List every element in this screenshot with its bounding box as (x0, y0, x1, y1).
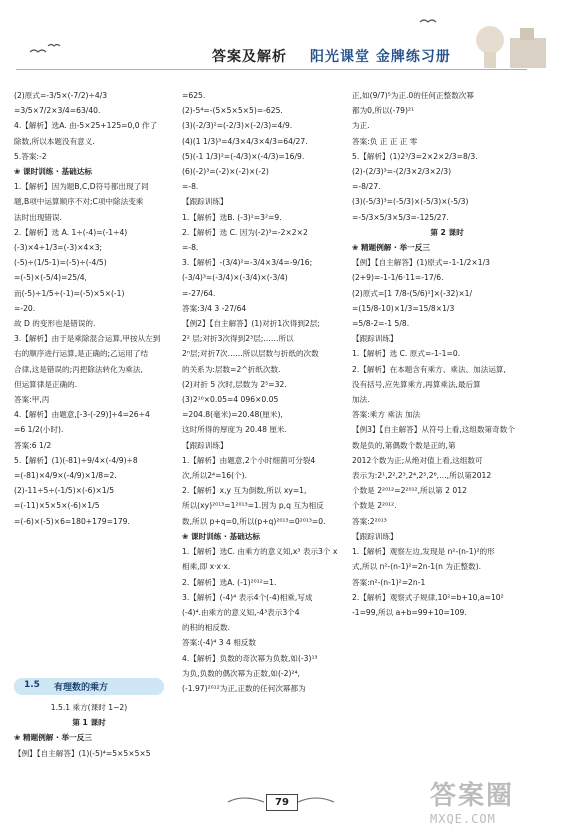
text-line: 3.【解析】由于是乘除混合运算,甲按从左到 (14, 334, 161, 344)
section-heading: ❀ 课时训练 · 基础达标 (14, 167, 92, 177)
text-line: 【跟踪训练】 (182, 440, 228, 450)
bird-icon (48, 45, 60, 47)
text-line: 加法. (352, 395, 370, 405)
text-line: 2012个数为正;从绝对值上看,这组数可 (352, 455, 483, 465)
text-line: 的积的相反数. (182, 623, 230, 633)
text-line: =5/8-2=-1 5/8. (352, 319, 410, 329)
text-line: 3.【解析】(-4)⁴ 表示4个(-4)相乘,写成 (182, 592, 313, 602)
text-line: 个数是 2²⁰¹²=2²⁰¹²,所以第 2 012 (352, 486, 467, 496)
bird-icon (30, 50, 46, 52)
text-line: =204.8(毫米)=20.48(厘米), (182, 410, 283, 420)
tower-icon (520, 28, 534, 40)
text-line: (5)(-1 1/3)²=(-4/3)×(-4/3)=16/9. (182, 151, 305, 161)
text-line: =(-81)×4/9×(-4/9)×1/8=2. (14, 471, 117, 481)
text-line: 2.【解析】选 C. 因为(-2)³=-2×2×2 (182, 227, 308, 237)
text-line: =-5/3×5/3×5/3=-125/27. (352, 212, 449, 222)
text-line: 相乘,即 x·x·x. (182, 562, 231, 572)
text-line: 5.答案:-2 (14, 151, 47, 161)
text-line: =(-6)×(-5)×6=180+179=179. (14, 516, 130, 526)
bird-icon (420, 20, 436, 22)
text-line: (-4)⁴.由乘方的意义知,-4³表示3个4 (182, 607, 300, 617)
text-line: 法时出现错误. (14, 212, 62, 222)
header-rule (16, 69, 527, 70)
text-line: 式,所以 n²-(n-1)²=2n-1(n 为正整数). (352, 562, 482, 572)
text-line: =-20. (14, 303, 36, 313)
text-line: =(-5)×(-5/4)=25/4, (14, 273, 87, 283)
text-line: 但运算律是正确的. (14, 379, 78, 389)
text-line: 2.【解析】选A. (-1)²⁰¹²=1. (182, 577, 277, 587)
text-line: 表示为:2¹,2²,2³,2⁴,2⁵,2⁶,…,所以第2012 (352, 471, 492, 481)
text-line: 个数是 2²⁰¹². (352, 501, 397, 511)
section-title: 有理数的乘方 (54, 683, 109, 693)
text-line: 【例】【自主解答】(1)原式=-1-1/2×1/3 (352, 258, 490, 268)
section-number: 1.5 (24, 680, 40, 690)
column-middle (182, 88, 338, 696)
text-line: 3.【解析】-(3/4)²=-3/4×3/4=-9/16; (182, 258, 313, 268)
text-line: 为正. (352, 121, 370, 131)
text-line: 而(-5)÷1/5÷(-1)=(-5)×5×(-1) (14, 288, 125, 298)
text-line: 2.【解析】x,y 互为倒数,所以 xy=1, (182, 486, 307, 496)
text-line: 【例】【自主解答】(1)(-5)⁴=5×5×5×5 (14, 748, 151, 758)
text-line: 【例2】【自主解答】(1)对折1次得到2层; (182, 319, 320, 329)
watermark (430, 775, 550, 830)
text-line: 答案:负 正 正 正 零 (352, 136, 418, 146)
text-line: 1.【解析】因为题B,C,D符号都出现了同 (14, 182, 149, 192)
text-line: 2² 层;对折3次得到2³层;……所以 (182, 334, 294, 344)
text-line: (3)(-2/3)²=(-2/3)×(-2/3)=4/9. (182, 121, 293, 131)
text-line: 【跟踪训练】 (352, 531, 398, 541)
text-line: 答案:2²⁰¹³ (352, 516, 387, 526)
text-line: =-8. (182, 182, 199, 192)
lesson-title: 第 2 课时 (430, 227, 464, 237)
header-title: 答案及解析 (212, 49, 287, 65)
text-line: 数是负的,第偶数个数是正的,第 (352, 440, 456, 450)
text-line: (2)-(2/3)³=-(2/3×2/3×2/3) (352, 167, 452, 177)
text-line: 的关系为:层数=2^折纸次数. (182, 364, 281, 374)
text-line: (2)对折 5 次时,层数为 2⁵=32. (182, 379, 287, 389)
text-line: 【跟踪训练】 (352, 334, 398, 344)
page-number: 79 (266, 794, 298, 811)
text-line: 2ⁿ层;对折7次……所以层数与折纸的次数 (182, 349, 319, 359)
text-line: =-8. (182, 243, 199, 253)
text-line: =6 1/2(小时). (14, 425, 64, 435)
text-line: =-27/64. (182, 288, 216, 298)
section-banner (14, 678, 164, 695)
text-line: =(15/8-10)×1/3=15/8×1/3 (352, 303, 455, 313)
text-line: (-5)÷(1/5-1)=(-5)÷(-4/5) (14, 258, 107, 268)
text-line: (6)(-2)³=(-2)×(-2)×(-2) (182, 167, 269, 177)
text-line: 右的顺序进行运算,是正确的;乙运用了结 (14, 349, 149, 359)
text-line: 【跟踪训练】 (182, 197, 228, 207)
text-line: (2)-5⁴=-(5×5×5×5)=-625. (182, 106, 283, 116)
text-line: 4.【解析】负数的奇次幂为负数,如(-3)¹³ (182, 653, 318, 663)
text-line: (2)原式=[1 7/8-(5/6)²]×(-32)×1/ (352, 288, 473, 298)
text-line: 为负,负数的偶次幂为正数,如(-2)²⁴, (182, 668, 300, 678)
text-line: 这时所得的厚度为 20.48 厘米. (182, 425, 287, 435)
text-line: (2+9)=-1-1/6·11=-17/6. (352, 273, 444, 283)
column-right (352, 88, 542, 620)
text-line: 2.【解析】在本题含有乘方、乘法、加法运算, (352, 364, 506, 374)
text-line: 答案:(-4)⁴ 3 4 相反数 (182, 638, 256, 648)
text-line: 次,所以2⁴=16(个). (182, 471, 248, 481)
text-line: 5.【解析】(1)2³/3=2×2×2/3=8/3. (352, 151, 478, 161)
text-line: 【例3】【自主解答】从符号上看,这组数第奇数个 (352, 425, 515, 435)
text-line: (-1.97)²⁰¹²为正,正数的任何次幂都为 (182, 683, 306, 693)
watermark-logo: 答案圈 (430, 781, 515, 811)
text-line: 1.【解析】选 C. 原式=-1-1=0. (352, 349, 461, 359)
section-heading: ❀ 精题例解 · 举一反三 (14, 733, 92, 743)
text-line: (3)2¹⁰×0.05=4 096×0.05 (182, 395, 279, 405)
text-line: =625. (182, 91, 206, 100)
text-line: =-8/27. (352, 182, 381, 192)
text-line: (4)(1 1/3)³=4/3×4/3×4/3=64/27. (182, 136, 308, 146)
text-line: 5.【解析】(1)(-81)÷9/4×(-4/9)÷8 (14, 455, 138, 465)
page-header (0, 0, 563, 82)
header-brand: 阳光课堂 金牌练习册 (310, 49, 451, 65)
text-line: (2)原式=-3/5×(-7/2)÷4/3 (14, 91, 108, 100)
text-line: 合律,这是错误的;丙把除法转化为乘法, (14, 364, 143, 374)
lesson-title: 第 1 课时 (72, 718, 106, 728)
text-line: 答案:甲,丙 (14, 395, 50, 405)
text-line: 题,B项中运算顺序不对;C项中除法变乘 (14, 197, 144, 207)
text-line: 所以(xy)²⁰¹³=1²⁰¹³=1.因为 p,q 互为相反 (182, 501, 324, 511)
page-footer (226, 790, 336, 814)
text-line: 数,所以 p+q=0,所以(p+q)²⁰¹³=0²⁰¹³=0. (182, 516, 326, 526)
text-line: 没有括号,应先算乘方,再算乘法,最后算 (352, 379, 481, 389)
text-line: 答案:3/4 3 -27/64 (182, 303, 247, 313)
text-line: (-3)×4÷1/3=(-3)×4×3; (14, 243, 103, 253)
text-line: 2.【解析】观察式子规律,10²=b+10,a=10² (352, 592, 504, 602)
subsection-title: 1.5.1 乘方(课时 1~2) (50, 703, 128, 712)
statue-icon (476, 26, 504, 54)
text-line: 除数,所以本题没有意义. (14, 136, 95, 146)
text-line: 故 D 的变形也是错误的. (14, 319, 96, 329)
text-line: 4.【解析】由题意,[-3-(-29)]÷4=26÷4 (14, 410, 150, 420)
text-line: 1.【解析】选C. 由乘方的意义知,x³ 表示3个 x (182, 547, 338, 557)
section-heading: ❀ 精题例解 · 举一反三 (352, 243, 430, 253)
text-line: 2.【解析】选 A. 1÷(-4)=(-1÷4) (14, 227, 128, 237)
text-line: -1=99,所以 a+b=99+10=109. (352, 607, 467, 617)
column-left (14, 88, 164, 529)
text-line: 答案:6 1/2 (14, 440, 52, 450)
text-line: 1.【解析】观察左边,发现是 n²-(n-1)²的形 (352, 547, 495, 557)
watermark-url: MXQE.COM (430, 812, 496, 826)
building-icon (510, 38, 546, 68)
section-heading: ❀ 课时训练 · 基础达标 (182, 531, 260, 541)
text-line: 都为0,所以(-79)²¹ (352, 106, 415, 116)
text-line: (-3/4)³=(-3/4)×(-3/4)×(-3/4) (182, 273, 288, 283)
text-line: 答案:n²-(n-1)²=2n-1 (352, 577, 426, 587)
text-line: =(-11)×5×5×(-6)×1/5 (14, 501, 100, 511)
section-intro (14, 700, 164, 761)
text-line: (2)-11÷5÷(-1/5)×(-6)×1/5 (14, 486, 115, 496)
text-line: =3/5×7/2×3/4=63/40. (14, 106, 101, 116)
text-line: 正,如(9/7)⁵为正.0的任何正整数次幂 (352, 91, 474, 100)
text-line: 答案:乘方 乘法 加法 (352, 410, 421, 420)
text-line: 1.【解析】由题意,2个小时细菌可分裂4 (182, 455, 316, 465)
text-line: 1.【解析】选B. (-3)²=3²=9. (182, 212, 282, 222)
text-line: 4.【解析】选A. 由-5×25+125=0,0 作了 (14, 121, 158, 131)
text-line: (3)(-5/3)³=(-5/3)×(-5/3)×(-5/3) (352, 197, 469, 207)
